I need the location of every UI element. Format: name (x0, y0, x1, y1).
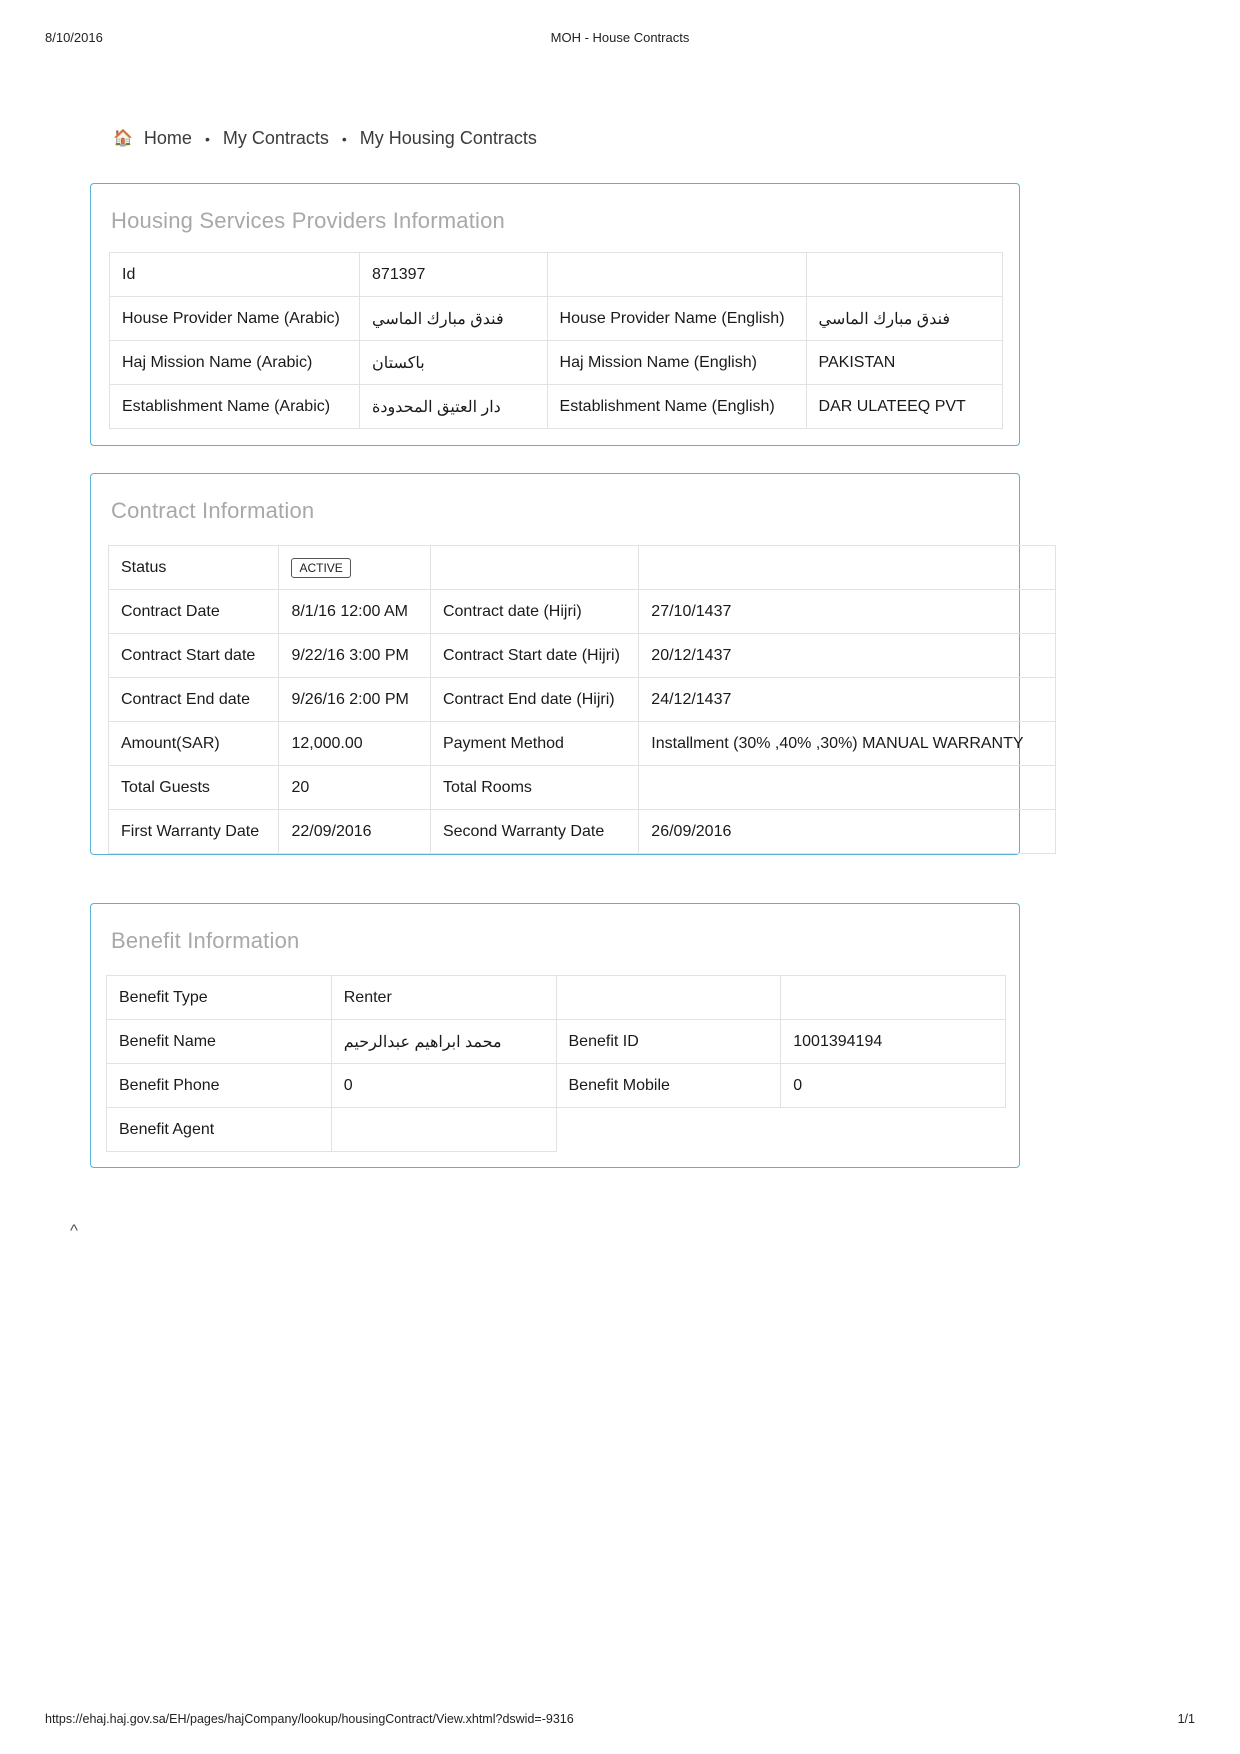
cell-label: House Provider Name (English) (547, 297, 806, 341)
panel-title-benefit: Benefit Information (111, 928, 300, 953)
cell-value: 871397 (360, 253, 548, 297)
cell-value: 0 (331, 1064, 556, 1108)
cell-label: Contract Date (109, 590, 279, 634)
table-row (110, 297, 1003, 341)
cell-value: فندق مبارك الماسي (806, 297, 1002, 341)
cell-value: 27/10/1437 (639, 590, 1056, 634)
cell-label: Total Rooms (430, 766, 638, 810)
cell-label: Benefit Agent (107, 1108, 332, 1152)
panel-housing-services-providers (90, 183, 1020, 446)
breadcrumb (113, 128, 537, 149)
cell-value: باكستان (360, 341, 548, 385)
cell-label: Haj Mission Name (Arabic) (110, 341, 360, 385)
cell-label-status: Status (109, 546, 279, 590)
table-row (109, 722, 1056, 766)
status-badge: ACTIVE (291, 558, 350, 578)
cell-label: Total Guests (109, 766, 279, 810)
cell-label: Contract date (Hijri) (430, 590, 638, 634)
benefit-table (106, 975, 1006, 1152)
cell-label: Benefit ID (556, 1020, 781, 1064)
contract-table-wrap (108, 545, 1056, 854)
cell-label: Benefit Phone (107, 1064, 332, 1108)
cell-value: 9/22/16 3:00 PM (279, 634, 431, 678)
table-row (107, 1064, 1006, 1108)
table-row (109, 766, 1056, 810)
cell-label: Benefit Mobile (556, 1064, 781, 1108)
home-icon[interactable]: 🏠 (113, 129, 133, 147)
table-row (109, 810, 1056, 854)
breadcrumb-item-home[interactable]: Home (143, 128, 192, 148)
cell-empty (430, 546, 638, 590)
breadcrumb-item-my-housing-contracts[interactable]: My Housing Contracts (359, 128, 537, 148)
cell-label: Establishment Name (Arabic) (110, 385, 360, 429)
cell-label: Haj Mission Name (English) (547, 341, 806, 385)
cell-value: 26/09/2016 (639, 810, 1056, 854)
breadcrumb-separator: • (204, 130, 210, 147)
table-row (107, 1020, 1006, 1064)
cell-value: Installment (30% ,40% ,30%) MANUAL WARRANTY (639, 722, 1056, 766)
cell-value (331, 1108, 556, 1152)
cell-label: Payment Method (430, 722, 638, 766)
cell-empty (556, 976, 781, 1020)
cell-label: Contract End date (Hijri) (430, 678, 638, 722)
table-row (107, 1108, 1006, 1152)
table-row (109, 634, 1056, 678)
scroll-to-top-icon[interactable]: ^ (70, 1221, 78, 1240)
cell-label: Establishment Name (English) (547, 385, 806, 429)
table-row (109, 590, 1056, 634)
cell-value: 22/09/2016 (279, 810, 431, 854)
cell-value: 8/1/16 12:00 AM (279, 590, 431, 634)
cell-value: 20 (279, 766, 431, 810)
cell-value: فندق مبارك الماسي (360, 297, 548, 341)
table-row (110, 385, 1003, 429)
cell-value-status (279, 546, 431, 590)
cell-value (806, 253, 1002, 297)
table-row (107, 976, 1006, 1020)
table-row (110, 341, 1003, 385)
cell-value: 0 (781, 1064, 1006, 1108)
cell-label: Contract Start date (Hijri) (430, 634, 638, 678)
cell-empty (781, 976, 1006, 1020)
cell-value: 1001394194 (781, 1020, 1006, 1064)
cell-value: DAR ULATEEQ PVT (806, 385, 1002, 429)
print-source-url: https://ehaj.haj.gov.sa/EH/pages/hajCompany/lookup/housingContract/View.xhtml?dswid=-9316 (45, 1712, 574, 1726)
cell-value: 9/26/16 2:00 PM (279, 678, 431, 722)
cell-value: 24/12/1437 (639, 678, 1056, 722)
print-title: MOH - House Contracts (550, 30, 690, 45)
panel-title-contract: Contract Information (111, 498, 315, 523)
cell-label: Amount(SAR) (109, 722, 279, 766)
cell-value: Renter (331, 976, 556, 1020)
panel-title-providers: Housing Services Providers Information (111, 208, 505, 233)
cell-label: Contract Start date (109, 634, 279, 678)
cell-label: Second Warranty Date (430, 810, 638, 854)
breadcrumb-separator: • (341, 130, 347, 147)
cell-value: محمد ابراهيم عبدالرحيم (331, 1020, 556, 1064)
print-date: 8/10/2016 (45, 30, 103, 45)
cell-value: 12,000.00 (279, 722, 431, 766)
contract-table (108, 545, 1056, 854)
cell-label (547, 253, 806, 297)
table-row (110, 253, 1003, 297)
cell-value (639, 766, 1056, 810)
table-row (109, 546, 1056, 590)
cell-label: Benefit Type (107, 976, 332, 1020)
cell-label: Id (110, 253, 360, 297)
cell-label: House Provider Name (Arabic) (110, 297, 360, 341)
cell-value: دار العتيق المحدودة (360, 385, 548, 429)
benefit-table-wrap (106, 975, 1006, 1152)
cell-label: First Warranty Date (109, 810, 279, 854)
cell-empty (639, 546, 1056, 590)
table-row (109, 678, 1056, 722)
providers-table (109, 252, 1003, 429)
providers-table-wrap (91, 234, 1019, 445)
breadcrumb-item-my-contracts[interactable]: My Contracts (222, 128, 329, 148)
print-page-number: 1/1 (1177, 1712, 1195, 1726)
cell-label: Benefit Name (107, 1020, 332, 1064)
cell-value: 20/12/1437 (639, 634, 1056, 678)
cell-label: Contract End date (109, 678, 279, 722)
print-header (0, 30, 1240, 50)
cell-value: PAKISTAN (806, 341, 1002, 385)
